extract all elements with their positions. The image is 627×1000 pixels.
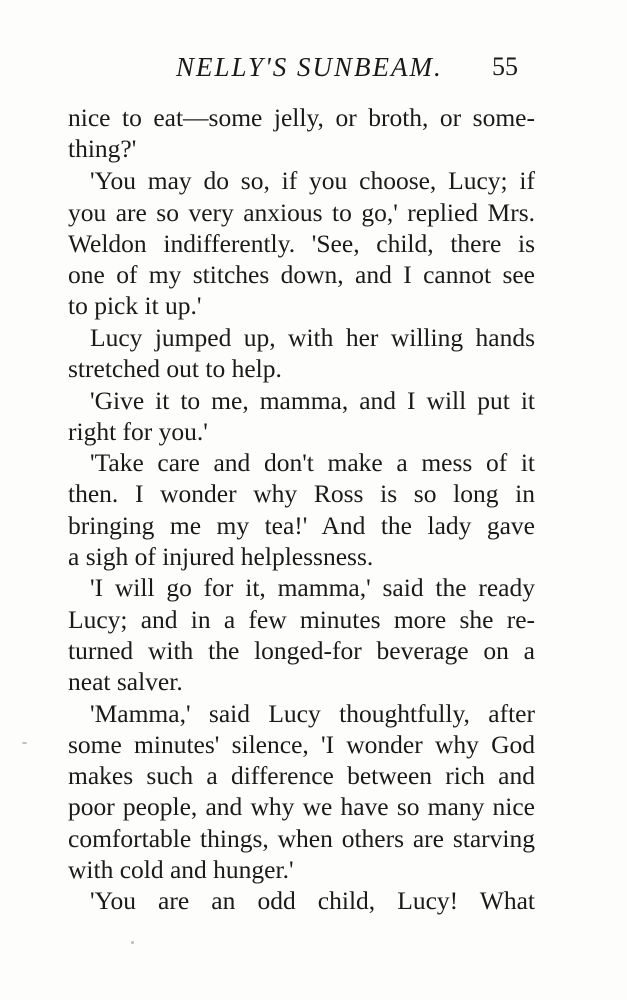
text-line: turned with the longed-for beverage on a xyxy=(68,636,535,665)
paper-speck xyxy=(131,941,134,944)
running-title: NELLY'S SUNBEAM. xyxy=(176,52,443,82)
text-line: Weldon indifferently. 'See, child, there is xyxy=(68,229,535,258)
text-line: stretched out to help. xyxy=(68,354,282,383)
text-line: 'Mamma,' said Lucy thoughtfully, after xyxy=(90,699,535,728)
text-line: nice to eat—some jelly, or broth, or some- xyxy=(68,103,535,132)
text-line: 'I will go for it, mamma,' said the ready xyxy=(90,573,535,602)
text-line: a sigh of injured helplessness. xyxy=(68,542,374,571)
paper-speck xyxy=(22,742,27,744)
text-line: 'Give it to me, mamma, and I will put it xyxy=(90,386,535,415)
text-line: right for you.' xyxy=(68,417,208,446)
text-line: comfortable things, when others are starving xyxy=(68,824,535,853)
text-line: poor people, and why we have so many nice xyxy=(68,792,535,821)
text-line: Lucy; and in a few minutes more she re- xyxy=(68,605,535,634)
text-line: then. I wonder why Ross is so long in xyxy=(68,479,535,508)
text-line: some minutes' silence, 'I wonder why God xyxy=(68,730,535,759)
text-line: Lucy jumped up, with her willing hands xyxy=(90,323,535,352)
page-number: 55 xyxy=(492,52,518,81)
text-line: with cold and hunger.' xyxy=(68,855,294,884)
text-line: 'You are an odd child, Lucy! What xyxy=(90,886,535,915)
text-line: thing?' xyxy=(68,134,137,163)
text-line: 'Take care and don't make a mess of it xyxy=(90,448,535,477)
text-line: bringing me my tea!' And the lady gave xyxy=(68,511,535,540)
text-line: you are so very anxious to go,' replied Mrs. xyxy=(68,198,535,227)
text-line: neat salver. xyxy=(68,667,183,696)
text-line: 'You may do so, if you choose, Lucy; if xyxy=(90,166,535,195)
text-line: to pick it up.' xyxy=(68,291,202,320)
text-line: one of my stitches down, and I cannot see xyxy=(68,260,535,289)
text-line: makes such a difference between rich and xyxy=(68,761,535,790)
